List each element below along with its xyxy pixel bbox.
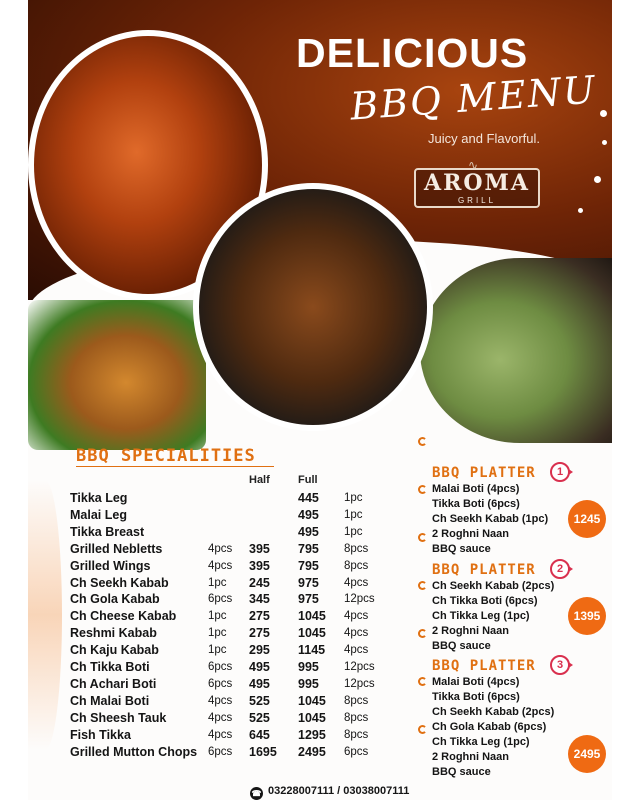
full-price: 1045 (298, 609, 326, 624)
section-title-specialities: BBQ SPECIALITIES (76, 446, 256, 466)
item-name: Malai Leg (70, 507, 127, 522)
platter-title-text: BBQ PLATTER (432, 658, 536, 674)
item-name: Tikka Leg (70, 491, 128, 505)
full-price: 975 (298, 575, 319, 590)
platter-item: Ch Tikka Leg (1pc) (432, 610, 530, 622)
full-quantity: 4pcs (344, 610, 369, 623)
platter-price-badge: 2495 (568, 735, 606, 773)
platter-item: Ch Tikka Leg (1pc) (432, 736, 530, 748)
platter-number: 2 (550, 559, 570, 579)
platter-item: Ch Seekh Kabab (2pcs) (432, 706, 555, 718)
full-quantity: 12pcs (344, 661, 375, 673)
menu-row (28, 625, 408, 642)
half-price: 345 (249, 592, 270, 607)
column-header-full: Full (298, 474, 318, 486)
full-quantity: 8pcs (344, 694, 369, 707)
tagline: Juicy and Flavorful. (428, 131, 540, 146)
platter-item: Malai Boti (4pcs) (432, 483, 520, 495)
half-price: 275 (249, 609, 270, 624)
swirl-icon (418, 629, 427, 638)
menu-row (28, 659, 408, 676)
half-price: 525 (249, 710, 270, 725)
phone-icon: ☎ (251, 789, 262, 798)
platter-item: Ch Seekh Kabab (2pcs) (432, 580, 555, 592)
platter-number: 3 (550, 655, 570, 675)
photo-malai-boti (420, 258, 612, 443)
title-delicious: DELICIOUS (296, 30, 529, 76)
platter-number: 1 (550, 462, 570, 482)
photo-bbq-skewers (28, 300, 206, 450)
item-name: Ch Sheesh Tauk (70, 710, 167, 725)
full-quantity: 1pc (344, 508, 363, 521)
platter-item: 2 Roghni Naan (432, 528, 510, 540)
section-underline (76, 466, 274, 467)
item-name: Ch Malai Boti (70, 693, 150, 708)
platter-item: BBQ sauce (432, 766, 491, 778)
column-header-half: Half (249, 474, 270, 486)
platter-2 (432, 559, 612, 654)
full-price: 995 (298, 660, 319, 674)
item-name: Grilled Nebletts (70, 541, 163, 556)
platter-item: Malai Boti (4pcs) (432, 676, 520, 688)
platter-title (432, 559, 612, 579)
menu-row (28, 710, 408, 727)
logo-name: AROMA (424, 170, 530, 196)
menu-row (28, 524, 408, 541)
half-price: 495 (249, 676, 270, 691)
full-quantity: 12pcs (344, 677, 375, 690)
full-quantity: 1pc (344, 525, 363, 538)
full-quantity: 8pcs (344, 711, 369, 724)
item-name: Fish Tikka (70, 727, 131, 742)
full-quantity: 4pcs (344, 576, 369, 589)
platter-price-badge: 1245 (568, 500, 606, 538)
half-price: 525 (249, 693, 270, 708)
platter-title-text: BBQ PLATTER (432, 465, 536, 481)
full-price: 1045 (298, 626, 326, 641)
platter-title-text: BBQ PLATTER (432, 562, 536, 578)
half-quantity: 1pc (208, 627, 227, 640)
half-price: 395 (249, 558, 270, 573)
full-quantity: 8pcs (344, 559, 369, 572)
full-quantity: 1pc (344, 492, 363, 504)
platter-item: Ch Gola Kabab (6pcs) (432, 721, 547, 733)
full-price: 1045 (298, 710, 326, 725)
contact-phones (250, 785, 409, 800)
platter-item: BBQ sauce (432, 543, 491, 555)
swirl-icon (418, 485, 427, 494)
aroma-grill-logo (414, 158, 540, 208)
menu-row (28, 693, 408, 710)
half-price: 295 (249, 643, 270, 658)
platter-item: 2 Roghni Naan (432, 751, 510, 763)
half-quantity: 4pcs (208, 711, 233, 724)
item-name: Ch Gola Kabab (70, 592, 160, 607)
platter-item: Tikka Boti (6pcs) (432, 498, 520, 510)
menu-row (28, 642, 408, 659)
swirl-icon (418, 725, 427, 734)
full-price: 1145 (298, 643, 326, 658)
item-name: Grilled Wings (70, 558, 151, 573)
full-price: 445 (298, 491, 319, 505)
half-price: 645 (249, 727, 270, 742)
platter-item: Ch Seekh Kabab (1pc) (432, 513, 549, 525)
half-quantity: 4pcs (208, 694, 233, 707)
item-name: Tikka Breast (70, 524, 145, 539)
platter-title (432, 655, 612, 675)
item-name: Ch Achari Boti (70, 676, 157, 691)
menu-row (28, 676, 408, 693)
full-price: 975 (298, 592, 319, 607)
decor-dot (578, 208, 583, 213)
photo-roast-chicken (193, 183, 433, 431)
half-quantity: 4pcs (208, 728, 233, 741)
swirl-icon (418, 533, 427, 542)
menu-row (28, 591, 408, 608)
item-name: Ch Seekh Kabab (70, 575, 169, 590)
menu-row (28, 490, 408, 507)
menu-page (28, 0, 612, 800)
menu-row (28, 558, 408, 575)
decor-dot (594, 176, 601, 183)
half-quantity: 4pcs (208, 542, 233, 555)
menu-row (28, 744, 408, 761)
half-price: 395 (249, 541, 270, 556)
steam-icon: ∿ (468, 158, 479, 172)
menu-row (28, 575, 408, 592)
item-name: Ch Cheese Kabab (70, 609, 177, 624)
full-price: 1045 (298, 693, 326, 708)
half-quantity: 1pc (208, 610, 227, 623)
full-quantity: 8pcs (344, 542, 369, 555)
menu-row (28, 608, 408, 625)
full-price: 995 (298, 676, 319, 691)
full-price: 1295 (298, 727, 326, 742)
menu-row (28, 507, 408, 524)
swirl-border (418, 437, 428, 777)
item-name: Reshmi Kabab (70, 626, 157, 641)
item-name: Grilled Mutton Chops (70, 744, 198, 759)
platter-price-badge: 1395 (568, 597, 606, 635)
half-price: 245 (249, 575, 270, 590)
full-price: 795 (298, 541, 319, 556)
phone-numbers: 03228007111 / 03038007111 (268, 785, 410, 797)
swirl-icon (418, 581, 427, 590)
decor-dot (600, 110, 607, 117)
half-price: 275 (249, 626, 270, 641)
half-price: 495 (249, 660, 270, 674)
full-price: 495 (298, 524, 319, 539)
full-quantity: 6pcs (344, 745, 369, 758)
full-price: 2495 (298, 744, 326, 759)
title-bbq-menu: BBQ MENU (348, 67, 599, 129)
logo-sub: GRILL (457, 196, 497, 205)
menu-row (28, 727, 408, 744)
menu-row (28, 541, 408, 558)
platter-item: Ch Tikka Boti (6pcs) (432, 595, 538, 607)
full-price: 495 (298, 507, 319, 522)
half-price: 1695 (249, 744, 277, 759)
item-name: Ch Kaju Kabab (70, 643, 159, 658)
platter-item: Tikka Boti (6pcs) (432, 691, 520, 703)
platter-item: BBQ sauce (432, 640, 491, 652)
swirl-icon (418, 677, 427, 686)
half-quantity: 6pcs (208, 661, 233, 673)
decor-dot (602, 140, 607, 145)
half-quantity: 6pcs (208, 745, 233, 758)
full-quantity: 8pcs (344, 728, 369, 741)
full-quantity: 4pcs (344, 627, 369, 640)
platter-title (432, 462, 612, 482)
half-quantity: 4pcs (208, 559, 233, 572)
item-name: Ch Tikka Boti (70, 660, 150, 674)
full-quantity: 12pcs (344, 593, 375, 606)
full-price: 795 (298, 558, 319, 573)
half-quantity: 6pcs (208, 677, 233, 690)
platter-1 (432, 462, 612, 557)
platter-3 (432, 655, 612, 780)
full-quantity: 4pcs (344, 644, 369, 657)
swirl-icon (418, 437, 427, 446)
half-quantity: 1pc (208, 576, 227, 589)
half-quantity: 1pc (208, 644, 227, 657)
platter-item: 2 Roghni Naan (432, 625, 510, 637)
half-quantity: 6pcs (208, 593, 233, 606)
